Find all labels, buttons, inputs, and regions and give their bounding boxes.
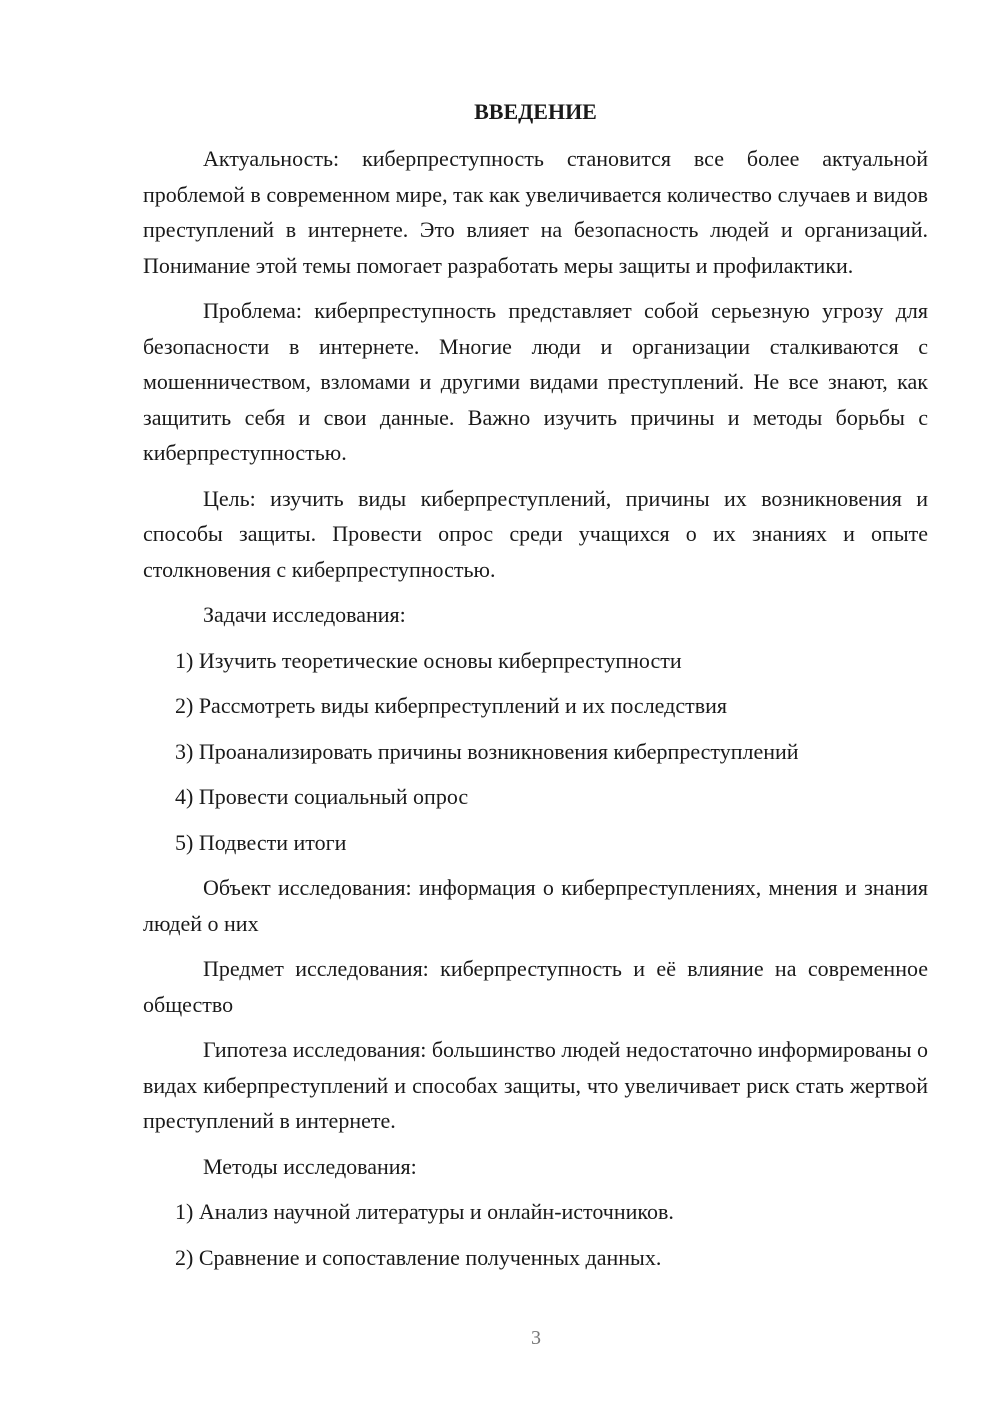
method-item-2: 2) Сравнение и сопоставление полученных данных.: [175, 1244, 662, 1270]
method-item-1: 1) Анализ научной литературы и онлайн-источников.: [175, 1199, 674, 1224]
relevance-paragraph: Актуальность: киберпреступность становится все более актуальной проблемой в современном мире, так как увеличивается количество случаев и видов преступлений в интернете. Это влияет на безопасность людей и организаций. Понимание этой темы помогает разработать меры защиты и профилактики.: [143, 146, 928, 278]
task-item-3: 3) Проанализировать причины возникновения киберпреступлений: [175, 738, 799, 764]
task-item-2: 2) Рассмотреть виды киберпреступлений и их последствия: [175, 693, 727, 718]
document-page: [143, 95, 928, 1285]
problem-paragraph: Проблема: киберпреступность представляет собой серьезную угрозу для безопасности в интернете. Многие люди и организации сталкиваются с мошенничеством, взломами и другими видами преступлений. Не все знают, как защитить себя и свои данные. Важно изучить причины и методы борьбы с киберпреступностью.: [143, 298, 928, 465]
object-paragraph: Объект исследования: информация о киберпреступлениях, мнения и знания людей о них: [143, 875, 928, 936]
subject-paragraph: Предмет исследования: киберпреступность и её влияние на современное общество: [143, 956, 928, 1017]
hypothesis-paragraph: Гипотеза исследования: большинство людей недостаточно информированы о видах киберпреступлений и способах защиты, что увеличивает риск стать жертвой преступлений в интернете.: [143, 1037, 928, 1133]
task-item-4: 4) Провести социальный опрос: [175, 784, 469, 809]
page-title: ВВЕДЕНИЕ: [474, 99, 597, 124]
tasks-heading: Задачи исследования:: [203, 602, 406, 627]
task-item-5: 5) Подвести итоги: [175, 829, 347, 855]
goal-paragraph: Цель: изучить виды киберпреступлений, причины их возникновения и способы защиты. Провести опрос среди учащихся о их знаниях и опыте столкновения с киберпреступностью.: [143, 485, 928, 582]
page-number: 3: [531, 1327, 541, 1349]
task-item-1: 1) Изучить теоретические основы киберпреступности: [175, 647, 682, 673]
methods-heading: Методы исследования:: [203, 1153, 417, 1179]
